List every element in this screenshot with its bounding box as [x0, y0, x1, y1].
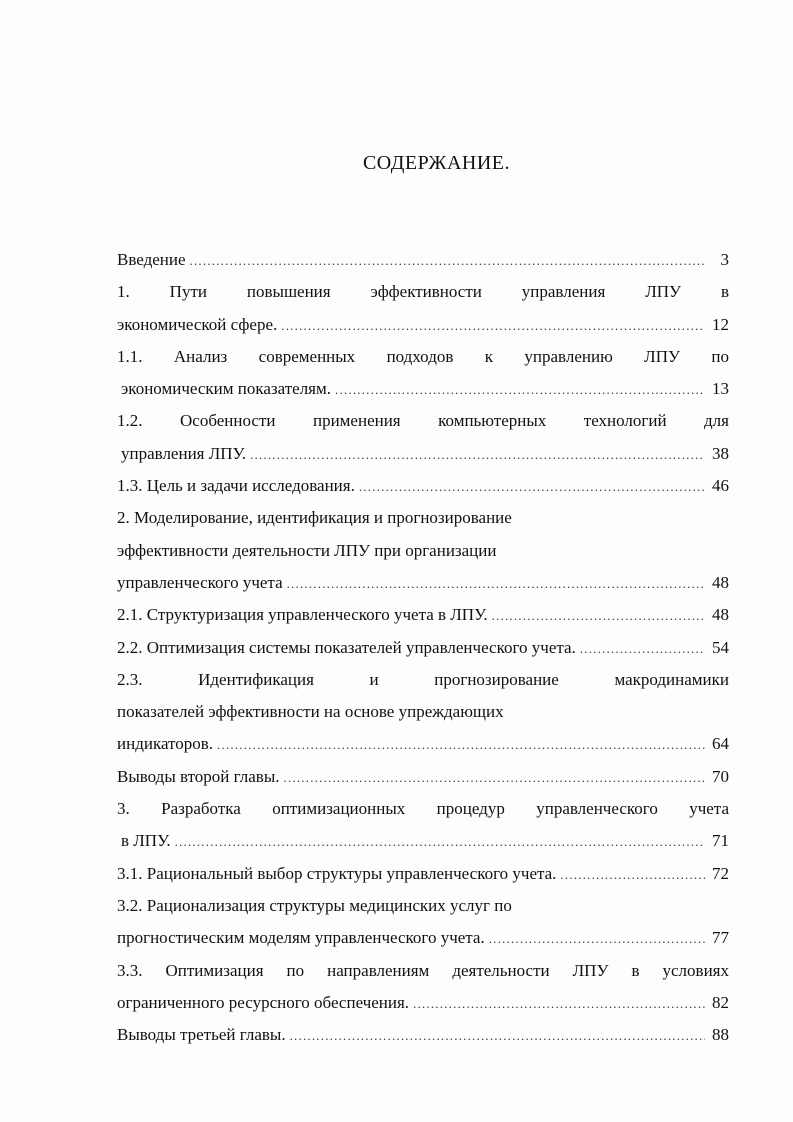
toc-entry-text: ограниченного ресурсного обеспечения. [117, 992, 410, 1012]
toc-entry [117, 438, 729, 470]
toc-entry-text: экономической сфере. [117, 314, 278, 334]
toc-entry-line [117, 955, 729, 987]
toc-entry-text: 1.3. Цель и задачи исследования. [117, 476, 355, 496]
toc-page-number: 38 [712, 443, 729, 463]
toc-entry-text: 3. Разработка оптимизационных процедур управленческого учета [117, 799, 729, 819]
toc-entry-text: 2.2. Оптимизация системы показателей управленческого учета. [117, 637, 576, 657]
toc-entry [117, 373, 729, 405]
toc-entry-text: в ЛПУ. [121, 831, 171, 851]
dot-leader [335, 374, 705, 406]
toc-entry-text: управления ЛПУ. [121, 443, 247, 463]
toc-entry [117, 987, 729, 1019]
toc-entry-text: 3.2. Рационализация структуры медицинских услуг по [117, 895, 512, 915]
toc-entry-text: 2.3. Идентификация и прогнозирование макродинамики [117, 669, 729, 689]
toc-page-number: 71 [712, 831, 729, 851]
table-of-contents [117, 244, 729, 1051]
toc-entry-text: прогностическим моделям управленческого учета. [117, 928, 485, 948]
toc-page-number: 88 [712, 1025, 729, 1045]
toc-entry-text: 1.1. Анализ современных подходов к управлению ЛПУ по [117, 346, 729, 366]
toc-entry-text: индикаторов. [117, 734, 214, 754]
toc-page-number: 77 [712, 928, 729, 948]
dot-leader [290, 1020, 705, 1052]
toc-entry-line [117, 276, 729, 308]
toc-entry [117, 761, 729, 793]
toc-entry [117, 728, 729, 760]
toc-entry [117, 309, 729, 341]
toc-page-number: 64 [712, 734, 729, 754]
toc-entry-line [117, 535, 729, 567]
toc-entry-text: 2.1. Структуризация управленческого учета в ЛПУ. [117, 605, 488, 625]
toc-entry-text: показателей эффективности на основе упреждающих [117, 702, 504, 722]
toc-page-number: 54 [712, 637, 729, 657]
toc-entry [117, 825, 729, 857]
toc-entry-text: экономическим показателям. [121, 379, 332, 399]
page-title: СОДЕРЖАНИЕ. [362, 152, 511, 174]
dot-leader [580, 633, 705, 665]
toc-page-number: 12 [712, 314, 729, 334]
toc-entry [117, 599, 729, 631]
toc-entry-line [117, 341, 729, 373]
toc-entry [117, 567, 729, 599]
dot-leader [287, 568, 705, 600]
toc-entry-text: Выводы третьей главы. [117, 1025, 286, 1045]
toc-entry [117, 858, 729, 890]
toc-entry [117, 632, 729, 664]
dot-leader [560, 859, 705, 891]
dot-leader [281, 310, 705, 342]
dot-leader [489, 923, 705, 955]
dot-leader [413, 988, 705, 1020]
toc-page-number: 48 [712, 572, 729, 592]
toc-entry [117, 922, 729, 954]
toc-entry-line [117, 793, 729, 825]
dot-leader [250, 439, 705, 471]
toc-entry-text: 2. Моделирование, идентификация и прогнозирование [117, 508, 512, 528]
dot-leader [175, 826, 705, 858]
toc-entry [117, 1019, 729, 1051]
toc-entry-line [117, 502, 729, 534]
dot-leader [190, 245, 705, 277]
toc-page-number: 48 [712, 605, 729, 625]
toc-entry [117, 244, 729, 276]
dot-leader [217, 729, 705, 761]
dot-leader [284, 762, 706, 794]
toc-entry-text: 3.3. Оптимизация по направлениям деятельности ЛПУ в условиях [117, 960, 729, 980]
toc-entry-line [117, 696, 729, 728]
toc-page-number: 82 [712, 992, 729, 1012]
toc-entry-text: эффективности деятельности ЛПУ при организации [117, 540, 497, 560]
toc-page-number: 13 [712, 379, 729, 399]
toc-entry-text: Введение [117, 250, 186, 269]
toc-page-number: 3 [720, 250, 729, 269]
dot-leader [492, 600, 705, 632]
toc-entry-line [117, 890, 729, 922]
toc-entry-text: 3.1. Рациональный выбор структуры управленческого учета. [117, 863, 557, 883]
toc-page-number: 70 [712, 766, 729, 786]
toc-entry-line [117, 405, 729, 437]
toc-page-number: 46 [712, 476, 729, 496]
toc-entry-line [117, 664, 729, 696]
toc-entry [117, 470, 729, 502]
toc-entry-text: управленческого учета [117, 572, 283, 592]
toc-entry-text: Выводы второй главы. [117, 766, 280, 786]
toc-entry-text: 1. Пути повышения эффективности управления ЛПУ в [117, 282, 729, 302]
toc-page-number: 72 [712, 863, 729, 883]
dot-leader [359, 471, 705, 503]
toc-entry-text: 1.2. Особенности применения компьютерных технологий для [117, 411, 729, 431]
